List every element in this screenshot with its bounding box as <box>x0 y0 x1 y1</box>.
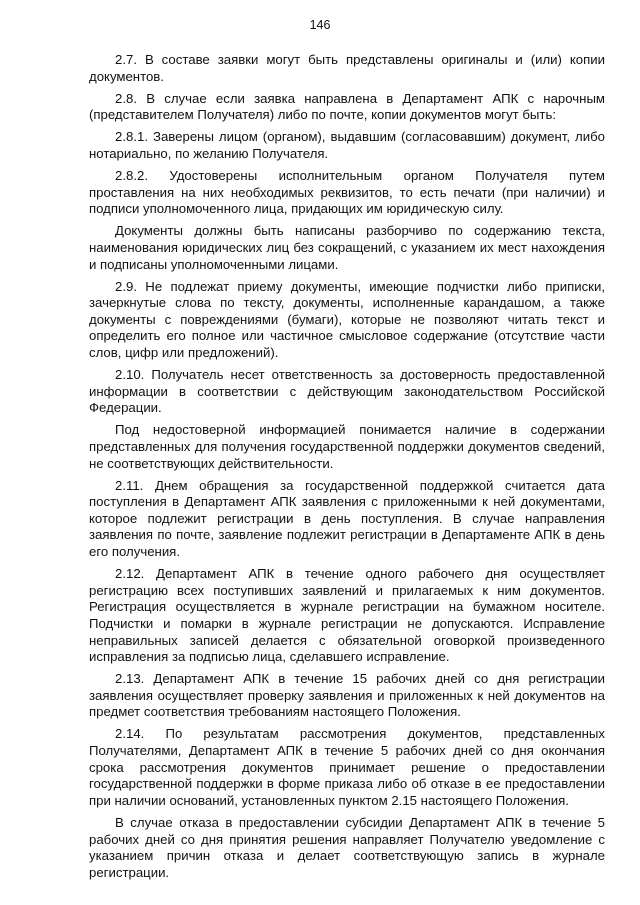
paragraph-2-11: 2.11. Днем обращения за государственной поддержкой считается дата поступления в Департамент АПК заявления с приложенными к ней документами, которое подлежит регистрации в день поступления. В случае направления заявления по почте, заявление подлежит регистрации в Департаменте АПК в день его получения. <box>89 477 605 560</box>
paragraph-false-information: Под недостоверной информацией понимается наличие в содержании представленных для получения государственной поддержки документов сведений, не соответствующих действительности. <box>89 422 605 471</box>
document-body <box>89 52 605 887</box>
paragraph-2-8-1: 2.8.1. Заверены лицом (органом), выдавшим (согласовавшим) документ, либо нотариально, по желанию Получателя. <box>89 129 605 161</box>
paragraph-documents-requirements: Документы должны быть написаны разборчиво по содержанию текста, наименования юридических лиц без сокращений, с указанием их мест нахождения и подписаны уполномоченными лицами. <box>89 223 605 272</box>
paragraph-2-7: 2.7. В составе заявки могут быть представлены оригиналы и (или) копии документов. <box>89 52 605 84</box>
paragraph-2-13: 2.13. Департамент АПК в течение 15 рабочих дней со дня регистрации заявления осуществляет проверку заявления и приложенных к ней документов на предмет соответствия требованиям настоящего Положения. <box>89 671 605 720</box>
paragraph-2-14: 2.14. По результатам рассмотрения документов, представленных Получателями, Департамент АПК в течение 5 рабочих дней со дня окончания срока рассмотрения документов принимает решение о предоставлении государственной поддержки в форме приказа либо об отказе в ее предоставлении при наличии оснований, установленных пунктом 2.15 настоящего Положения. <box>89 726 605 808</box>
page-number: 146 <box>309 18 331 32</box>
paragraph-2-12: 2.12. Департамент АПК в течение одного рабочего дня осуществляет регистрацию всех поступивших заявлений и прилагаемых к ним документов. Регистрация осуществляется в журнале регистрации на бумажном носителе. Подчистки и помарки в журнале регистрации не допускаются. Исправление неправильных записей делается с обязательной оговоркой произведенного исправления за подписью лица, сделавшего исправление. <box>89 566 605 665</box>
paragraph-2-8-2: 2.8.2. Удостоверены исполнительным органом Получателя путем проставления на них необходимых реквизитов, то есть печати (при наличии) и подписи уполномоченного лица, придающих им юридическую силу. <box>89 168 605 217</box>
paragraph-2-8: 2.8. В случае если заявка направлена в Департамент АПК с нарочным (представителем Получателя) либо по почте, копии документов могут быть: <box>89 90 605 123</box>
paragraph-2-9: 2.9. Не подлежат приему документы, имеющие подчистки либо приписки, зачеркнутые слова по тексту, документы, исполненные карандашом, а также документы с повреждениями (бумаги), которые не позволяют читать текст и определить его полное или частичное смысловое содержание (отсутствие части слов, цифр или предложений). <box>89 278 605 360</box>
paragraph-refusal-notice: В случае отказа в предоставлении субсидии Департамент АПК в течение 5 рабочих дней со дня принятия решения направляет Получателю уведомление с указанием причин отказа и делает соответствующую запись в журнале регистрации. <box>89 814 605 880</box>
paragraph-2-10: 2.10. Получатель несет ответственность за достоверность предоставленной информации в соответствии с действующим законодательством Российской Федерации. <box>89 367 605 416</box>
